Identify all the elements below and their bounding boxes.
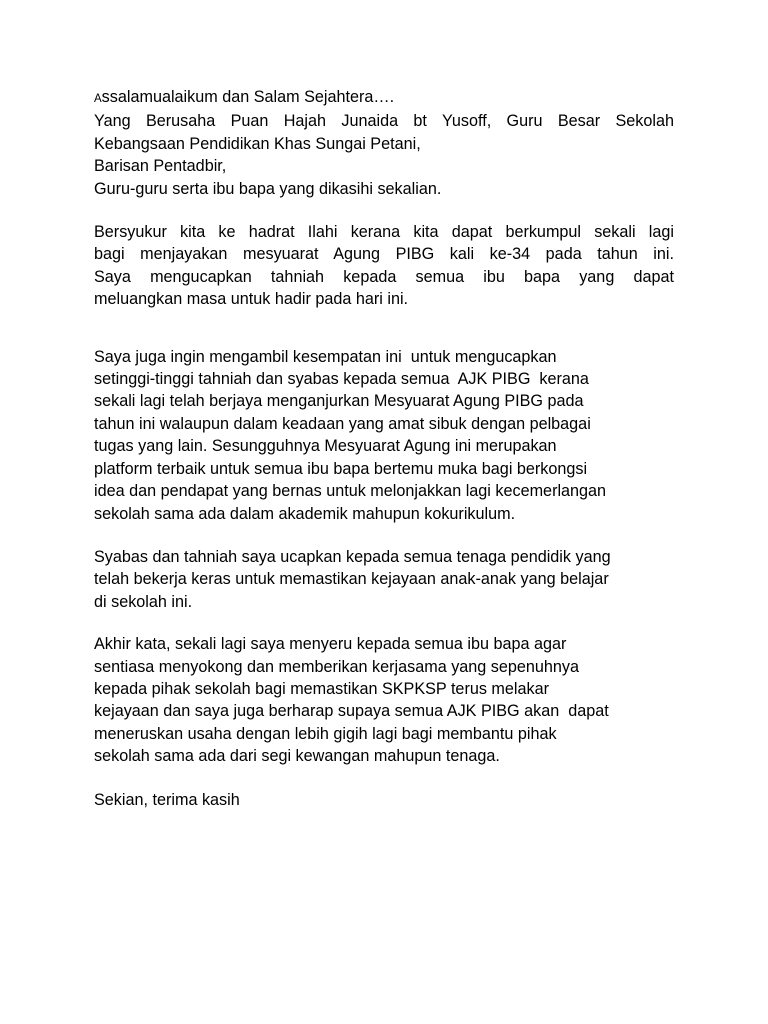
text-line: sekolah sama ada dalam akademik mahupun kokurikulum. (94, 504, 516, 523)
text-line: bagi menjayakan mesyuarat Agung PIBG kali ke-34 pada tahun ini. (94, 245, 674, 264)
paragraph-congratulations-ajk (94, 346, 674, 525)
text-line: Yang Berusaha Puan Hajah Junaida bt Yusoff, Guru Besar Sekolah (94, 112, 674, 131)
text-line: Guru-guru serta ibu bapa yang dikasihi sekalian. (94, 179, 442, 198)
text-line: meluangkan masa untuk hadir pada hari ini. (94, 290, 409, 309)
closing-line: Sekian, terima kasih (94, 790, 240, 809)
text-line: sentiasa menyokong dan memberikan kerjasama yang sepenuhnya (94, 657, 580, 676)
salutation-text: ssalamualaikum dan Salam Sejahtera…. (101, 88, 395, 106)
text-line: setinggi-tinggi tahniah dan syabas kepada semua AJK PIBG kerana (94, 370, 589, 389)
opening-addressees (94, 110, 674, 200)
speech-text (94, 86, 674, 811)
text-line: tugas yang lain. Sesungguhnya Mesyuarat Agung ini merupakan (94, 437, 557, 456)
text-line: idea dan pendapat yang bernas untuk melonjakkan lagi kecemerlangan (94, 482, 607, 501)
paragraph-gratitude (94, 221, 674, 311)
text-line: Saya juga ingin mengambil kesempatan ini untuk mengucapkan (94, 347, 557, 366)
text-line: kepada pihak sekolah bagi memastikan SKPKSP terus melakar (94, 679, 549, 698)
text-line: Kebangsaan Pendidikan Khas Sungai Petani, (94, 134, 421, 153)
text-line: Bersyukur kita ke hadrat Ilahi kerana kita dapat berkumpul sekali lagi (94, 223, 674, 242)
text-line: kejayaan dan saya juga berharap supaya semua AJK PIBG akan dapat (94, 702, 609, 721)
text-line: platform terbaik untuk semua ibu bapa bertemu muka bagi berkongsi (94, 459, 588, 478)
text-line: sekolah sama ada dari segi kewangan mahupun tenaga. (94, 747, 500, 766)
text-line: telah bekerja keras untuk memastikan kejayaan anak-anak yang belajar (94, 570, 609, 589)
text-line: Barisan Pentadbir, (94, 157, 227, 176)
salutation-line (94, 86, 674, 110)
text-line: Akhir kata, sekali lagi saya menyeru kepada semua ibu bapa agar (94, 635, 567, 654)
text-line: Syabas dan tahniah saya ucapkan kepada semua tenaga pendidik yang (94, 547, 611, 566)
paragraph-closing-appeal (94, 633, 674, 767)
salutation-initial: A (94, 93, 102, 105)
text-line: Saya mengucapkan tahniah kepada semua ibu bapa yang dapat (94, 267, 674, 286)
paragraph-teachers (94, 546, 674, 613)
text-line: sekali lagi telah berjaya menganjurkan Mesyuarat Agung PIBG pada (94, 392, 584, 411)
text-line: di sekolah ini. (94, 592, 193, 611)
text-line: tahun ini walaupun dalam keadaan yang amat sibuk dengan pelbagai (94, 414, 591, 433)
text-line: meneruskan usaha dengan lebih gigih lagi bagi membantu pihak (94, 724, 557, 743)
